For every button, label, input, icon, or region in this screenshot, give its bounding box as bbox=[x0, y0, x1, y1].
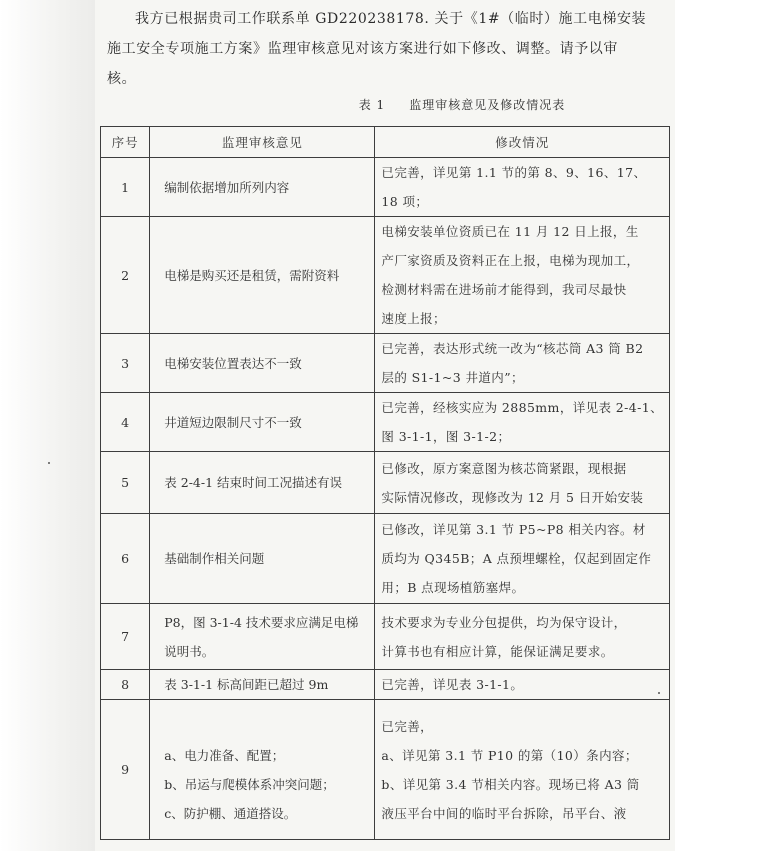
fix-cell bbox=[375, 334, 670, 393]
fix-line: 已完善，经核实应为 2885mm，详见表 2-4-1、 bbox=[381, 400, 663, 415]
row-number: 2 bbox=[101, 217, 150, 334]
row-number: 8 bbox=[101, 670, 150, 700]
fix-line: 质均为 Q345B；A 点预埋螺栓，仅起到固定作 bbox=[381, 551, 652, 566]
fix-line: b、详见第 3.4 节相关内容。现场已将 A3 筒 bbox=[381, 776, 640, 792]
fix-line: 已修改，详见第 3.1 节 P5~P8 相关内容。材 bbox=[381, 522, 646, 537]
intro-paragraph bbox=[107, 4, 667, 94]
row-number: 5 bbox=[101, 452, 150, 514]
table-row bbox=[101, 217, 670, 334]
header-opinion: 监理审核意见 bbox=[150, 127, 375, 158]
opinion-cell bbox=[150, 452, 375, 514]
fix-line: 用；B 点现场植筋塞焊。 bbox=[381, 580, 525, 595]
opinion-line: 电梯是购买还是租赁，需附资料 bbox=[164, 267, 340, 283]
fix-line: 已修改，原方案意图为核芯筒紧跟，现根据 bbox=[381, 460, 627, 476]
table-body bbox=[101, 158, 670, 840]
opinion-cell bbox=[150, 700, 375, 840]
opinion-line: b、吊运与爬模体系冲突问题； bbox=[164, 776, 335, 792]
fix-line: 18 项； bbox=[381, 194, 429, 209]
table-caption-label: 表 1 bbox=[358, 98, 386, 112]
review-table bbox=[100, 126, 670, 840]
opinion-cell bbox=[150, 334, 375, 393]
intro-line-2: 施工安全专项施工方案》监理审核意见对该方案进行如下修改、调整。请予以审 bbox=[107, 41, 618, 57]
opinion-line bbox=[164, 712, 368, 741]
row-number: 9 bbox=[101, 700, 150, 840]
page-margin-shadow bbox=[0, 0, 95, 851]
fix-line: 液压平台中间的临时平台拆除，吊平台、液 bbox=[381, 805, 627, 821]
fix-line: 已完善，详见表 3-1-1。 bbox=[381, 677, 524, 692]
fix-line: 产厂家资质及资料正在上报，电梯为现加工， bbox=[381, 253, 640, 268]
table-row bbox=[101, 452, 670, 514]
opinion-line: 基础制作相关问题 bbox=[164, 551, 265, 566]
opinion-cell bbox=[150, 514, 375, 604]
table-caption bbox=[0, 96, 774, 113]
header-no: 序号 bbox=[101, 127, 150, 158]
speck bbox=[48, 462, 50, 464]
table-row bbox=[101, 158, 670, 217]
intro-line-1: 我方已根据贵司工作联系单 GD220238178. 关于《1#（临时）施工电梯安装 bbox=[135, 11, 647, 27]
row-number: 1 bbox=[101, 158, 150, 217]
table-row bbox=[101, 514, 670, 604]
speck bbox=[658, 692, 660, 694]
fix-cell bbox=[375, 604, 670, 670]
fix-line: 层的 S1-1~3 井道内”； bbox=[381, 370, 524, 385]
fix-cell bbox=[375, 393, 670, 452]
fix-cell bbox=[375, 158, 670, 217]
table-row bbox=[101, 393, 670, 452]
row-number: 7 bbox=[101, 604, 150, 670]
opinion-line: P8，图 3-1-4 技术要求应满足电梯 bbox=[164, 614, 359, 630]
fix-line: a、详见第 3.1 节 P10 的第（10）条内容； bbox=[381, 747, 638, 763]
table-row bbox=[101, 604, 670, 670]
opinion-cell bbox=[150, 393, 375, 452]
fix-line: 图 3-1-1，图 3-1-2； bbox=[381, 429, 511, 444]
fix-line: 电梯安装单位资质已在 11 月 12 日上报，生 bbox=[381, 224, 639, 239]
fix-line: 计算书也有相应计算，能保证满足要求。 bbox=[381, 643, 614, 659]
fix-line: 实际情况修改，现修改为 12 月 5 日开始安装 bbox=[381, 489, 644, 505]
fix-cell bbox=[375, 514, 670, 604]
opinion-cell bbox=[150, 670, 375, 700]
fix-line: 已完善， bbox=[381, 718, 434, 734]
table-row bbox=[101, 670, 670, 700]
opinion-line: 电梯安装位置表达不一致 bbox=[164, 355, 302, 371]
fix-cell bbox=[375, 217, 670, 334]
opinion-line: a、电力准备、配置； bbox=[164, 747, 285, 763]
fix-line: 速度上报； bbox=[381, 311, 446, 326]
opinion-line: 编制依据增加所列内容 bbox=[164, 179, 290, 195]
table-row bbox=[101, 700, 670, 840]
table-row bbox=[101, 334, 670, 393]
table-caption-title: 监理审核意见及修改情况表 bbox=[409, 98, 566, 112]
table-header-row bbox=[101, 127, 670, 158]
opinion-line: 井道短边限制尺寸不一致 bbox=[164, 414, 302, 430]
fix-cell bbox=[375, 452, 670, 514]
opinion-line: 说明书。 bbox=[164, 643, 215, 659]
row-number: 4 bbox=[101, 393, 150, 452]
header-fix: 修改情况 bbox=[375, 127, 670, 158]
fix-line: 技术要求为专业分包提供，均为保守设计， bbox=[381, 614, 627, 630]
opinion-line: 表 3-1-1 标高间距已超过 9m bbox=[164, 677, 329, 692]
fix-line: 检测材料需在进场前才能得到，我司尽最快 bbox=[381, 282, 627, 297]
opinion-line: c、防护棚、通道搭设。 bbox=[164, 805, 297, 821]
fix-line: 已完善，详见第 1.1 节的第 8、9、16、17、 bbox=[381, 165, 647, 180]
opinion-cell bbox=[150, 604, 375, 670]
opinion-line: 表 2-4-1 结束时间工况描述有误 bbox=[164, 475, 343, 490]
fix-cell bbox=[375, 670, 670, 700]
row-number: 6 bbox=[101, 514, 150, 604]
opinion-cell bbox=[150, 217, 375, 334]
row-number: 3 bbox=[101, 334, 150, 393]
opinion-cell bbox=[150, 158, 375, 217]
fix-cell bbox=[375, 700, 670, 840]
fix-line: 已完善，表达形式统一改为“核芯筒 A3 筒 B2 bbox=[381, 341, 644, 356]
intro-line-3: 核。 bbox=[107, 71, 137, 87]
